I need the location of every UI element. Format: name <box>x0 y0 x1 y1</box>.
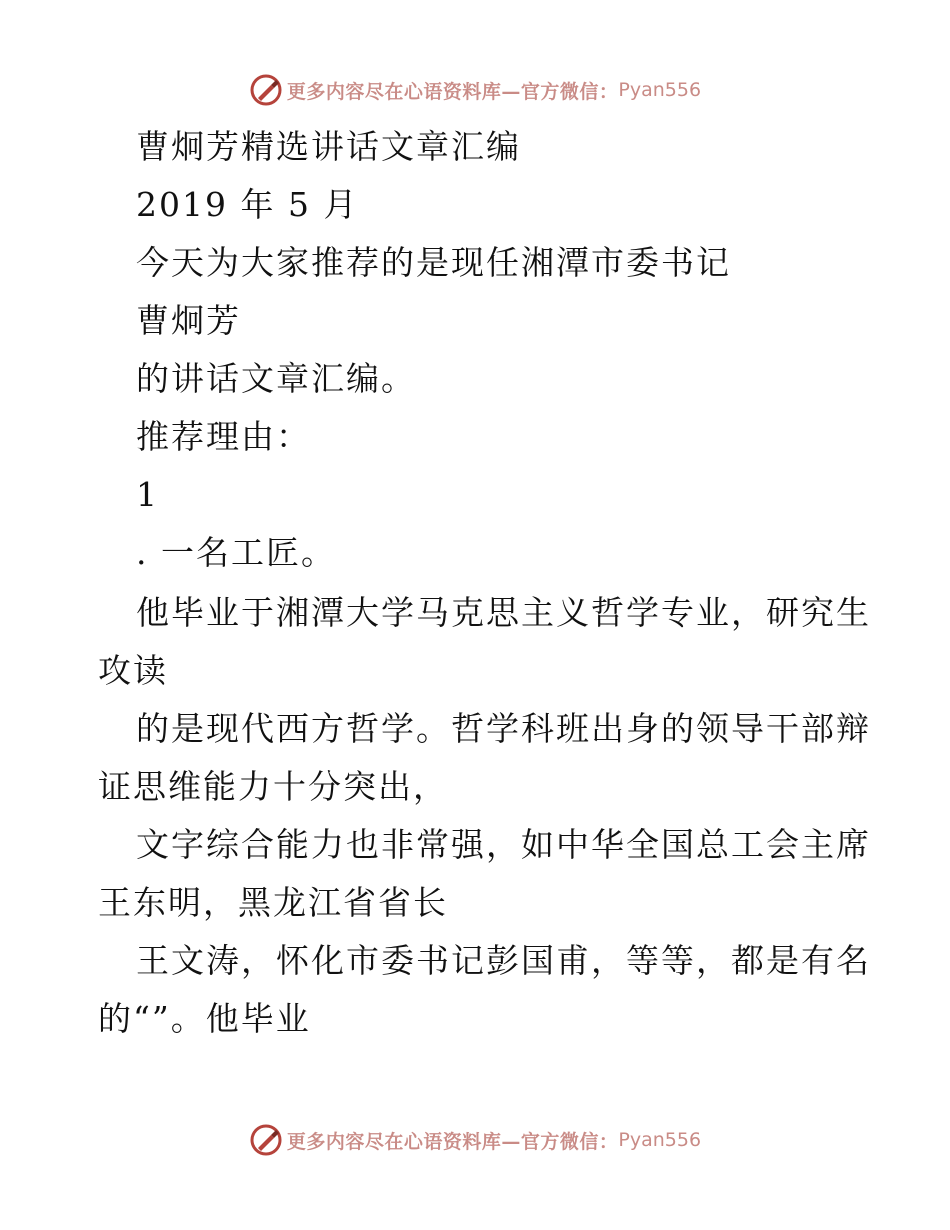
pen-logo-icon <box>249 1123 283 1157</box>
document-title: 曹炯芳精选讲话文章汇编 <box>136 127 521 166</box>
text-line: 文字综合能力也非常强，如中华全国总工会主席 <box>136 825 871 864</box>
text-line: 攻读 <box>98 651 168 690</box>
text-line: 证思维能力十分突出， <box>98 767 448 806</box>
watermark-text: 更多内容尽在心语资料库—官方微信： <box>286 1130 619 1153</box>
list-item-title: . 一名工匠。 <box>136 533 336 572</box>
pen-logo-icon <box>249 73 283 107</box>
watermark-wechat-id: Pyan556 <box>618 79 702 101</box>
text-line: 他毕业于湘潭大学马克思主义哲学专业，研究生 <box>136 593 871 632</box>
list-number: 1 <box>136 475 159 514</box>
document-date: 2019 年 5 月 <box>136 185 359 224</box>
text-line: 曹炯芳 <box>136 301 241 340</box>
text-line: 王文涛，怀化市委书记彭国甫，等等，都是有名 <box>136 941 871 980</box>
text-line: 王东明，黑龙江省省长 <box>98 883 448 922</box>
text-line: 今天为大家推荐的是现任湘潭市委书记 <box>136 243 731 282</box>
text-line: 的是现代西方哲学。哲学科班出身的领导干部辩 <box>136 709 871 748</box>
watermark-text: 更多内容尽在心语资料库—官方微信： <box>286 80 619 103</box>
section-heading: 推荐理由： <box>136 417 311 456</box>
text-line: 的“”。他毕业 <box>98 999 311 1038</box>
footer-watermark <box>0 1120 950 1160</box>
text-line: 的讲话文章汇编。 <box>136 359 416 398</box>
watermark-wechat-id: Pyan556 <box>618 1129 702 1151</box>
header-watermark <box>0 70 950 110</box>
